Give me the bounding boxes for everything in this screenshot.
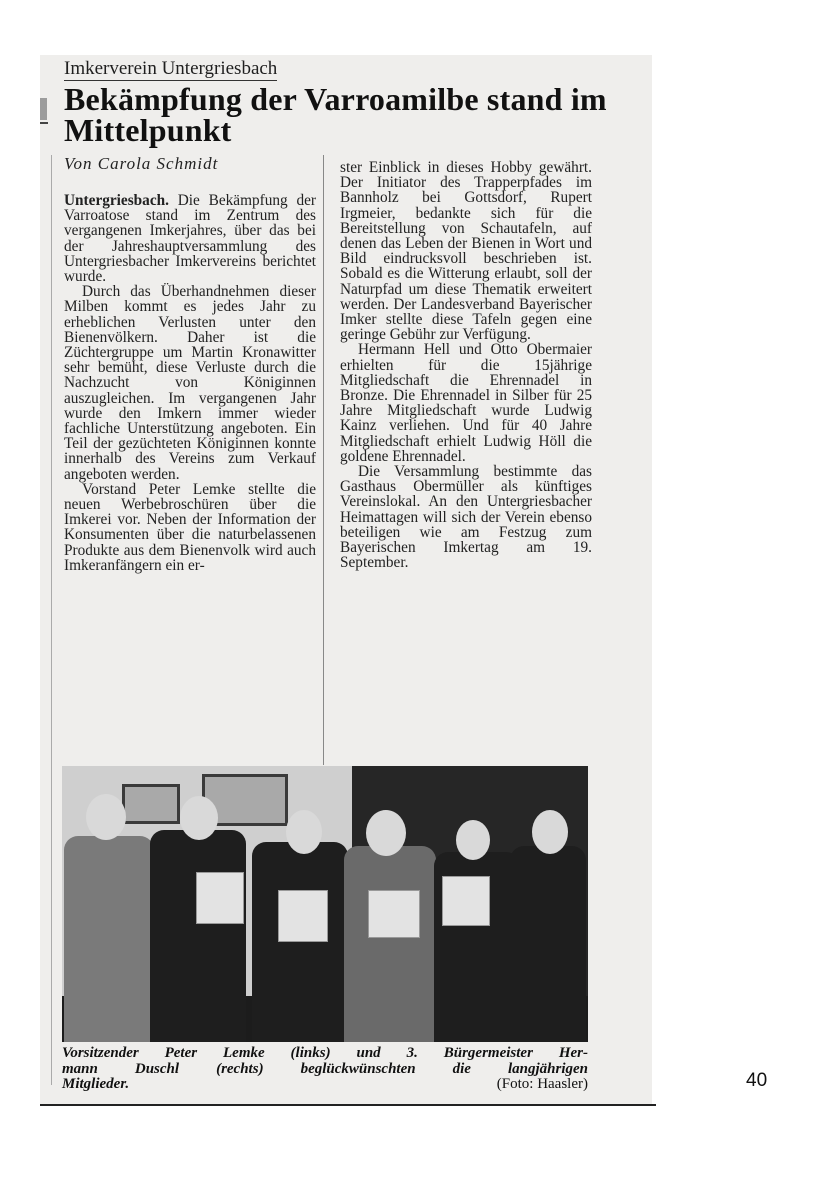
paragraph: Durch das Überhandnehmen dieser Milben kommt es jedes Jahr zu erheblichen Verlusten unter den Bienenvölkern. Daher ist die Züchtergruppe um Martin Kronawitter sehr bemüht, diese Verluste durch die Nachzucht von Königinnen auszugleichen. Im vergangenen Jahr wurde den Imkern immer wieder fachliche Unterstützung angeboten. Ein Teil der gezüchteten Königinnen konnte innerhalb des Vereins zum Verkauf angeboten werden. — [64, 283, 316, 483]
bottom-rule — [40, 1104, 656, 1106]
photo-caption — [62, 1046, 588, 1093]
group-photo — [62, 766, 588, 1042]
caption-line: Mitglieder. — [62, 1076, 130, 1092]
wall-picture — [122, 784, 180, 824]
paragraph: Hermann Hell und Otto Obermaier erhielten für die 15jährige Mitgliedschaft die Ehrennadel in Bronze. Die Ehrennadel in Silber für 25 Jahre Mitgliedschaft wurde Ludwig Kainz verliehen. Und für 40 Jahre Mitgliedschaft erhielt Ludwig Höll die goldene Ehrennadel. — [340, 341, 592, 465]
article-column-2 — [340, 160, 592, 570]
article-column-1 — [64, 193, 316, 573]
dateline: Untergriesbach. — [64, 192, 169, 209]
article-headline: Bekämpfung der Varroamilbe stand im Mittelpunkt — [64, 81, 607, 148]
paragraph: Untergriesbach. Die Bekämpfung der Varroatose stand im Zentrum des vergangenen Imkerjahres, über das bei der Jahreshauptversammlung des Untergriesbacher Imkervereins berichtet wurde. — [64, 192, 316, 286]
margin-dash — [40, 122, 48, 124]
column-rule-left — [51, 155, 52, 1085]
paragraph: ster Einblick in dieses Hobby gewährt. Der Initiator des Trapperpfades im Bannholz bei Gottsdorf, Rupert Irgmeier, bedankte sich für die Bereitstellung von Schautafeln, auf denen das Leben der Bienen in Wort und Bild eindrucksvoll beschrieben ist. Sobald es die Witterung erlaubt, soll der Naturpfad um diese Thematik erweitert werden. Der Landesverband Bayerischer Imker stellte diese Tafeln gegen eine geringe Gebühr zur Verfügung. — [340, 159, 592, 344]
paragraph: Vorstand Peter Lemke stellte die neuen Werbebroschüren über die Imkerei vor. Neben der Information der Konsumenten über die naturbelassenen Produkte aus dem Bienenvolk wird auch Imkeranfängern ein er- — [64, 480, 316, 574]
column-divider — [323, 155, 324, 765]
margin-mark — [40, 98, 47, 120]
caption-line: mann Duschl (rechts) beglückwünschten die langjährigen — [62, 1060, 588, 1077]
article-kicker: Imkerverein Untergriesbach — [64, 58, 278, 79]
caption-line: Vorsitzender Peter Lemke (links) und 3. Bürgermeister Her- — [62, 1045, 588, 1061]
paragraph: Die Versammlung bestimmte das Gasthaus Obermüller als künftiges Vereinslokal. An den Untergriesbacher Heimattagen will sich der Verein ebenso beteiligen wie am Festzug zum Bayerischen Imkertag am 19. September. — [340, 463, 592, 572]
page-number: 40 — [746, 1070, 768, 1091]
photo-credit: (Foto: Haasler) — [496, 1076, 588, 1092]
article-byline: Von Carola Schmidt — [64, 154, 219, 173]
